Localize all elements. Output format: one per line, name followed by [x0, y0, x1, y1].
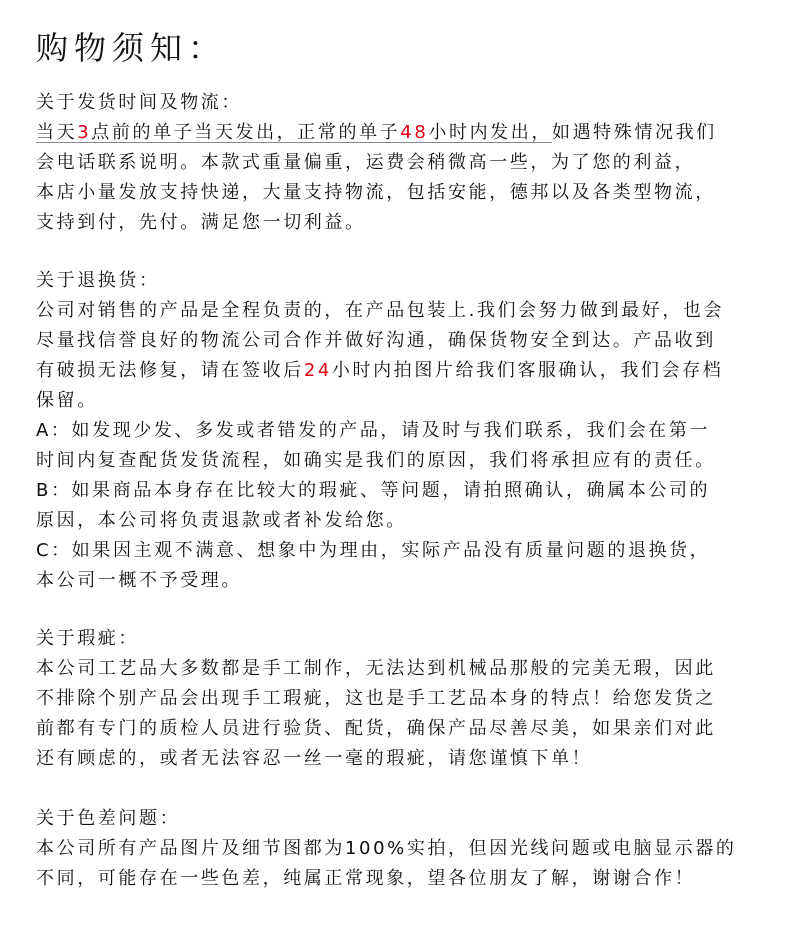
paragraph-line: 本公司工艺品大多数都是手工制作，无法达到机械品那般的完美无瑕，因此 — [36, 658, 716, 679]
paragraph-line: 前都有专门的质检人员进行验货、配货，确保产品尽善尽美，如果亲们对此 — [36, 718, 716, 739]
clause-b-cont: 原因，本公司将负责退款或者补发给您。 — [36, 510, 407, 531]
section-heading: 关于瑕疵： — [36, 628, 139, 649]
paragraph-line: 不排除个别产品会出现手工瑕疵，这也是手工艺品本身的特点！给您发货之 — [36, 688, 716, 709]
highlight-number: 24 — [303, 360, 332, 381]
section-heading: 关于色差问题： — [36, 808, 181, 829]
paragraph-line: 公司对销售的产品是全程负责的，在产品包装上.我们会努力做到最好，也会 — [36, 300, 725, 321]
highlight-number: 3 — [77, 122, 92, 143]
section-color-difference — [36, 804, 786, 894]
paragraph-line: 保留。 — [36, 390, 98, 411]
paragraph-line: 尽量找信誉良好的物流公司合作并做好沟通，确保货物安全到达。产品收到 — [36, 330, 716, 351]
clause-b: B：如果商品本身存在比较大的瑕疵、等问题，请拍照确认，确属本公司的 — [36, 480, 711, 501]
highlight-underlined — [36, 122, 552, 143]
clause-a-cont: 时间内复查配货发货流程，如确实是我们的原因，我们将承担应有的责任。 — [36, 450, 716, 471]
text: 点前的单子当天发出，正常的单子 — [91, 122, 401, 143]
text: 小时内拍图片给我们客服确认，我们会存档 — [331, 360, 724, 381]
page-title: 购物须知： — [36, 29, 227, 67]
section-returns — [36, 266, 786, 596]
paragraph-line: 支持到付，先付。满足您一切利益。 — [36, 212, 366, 233]
paragraph-line: 不同，可能存在一些色差，纯属正常现象，望各位朋友了解，谢谢合作！ — [36, 868, 696, 889]
paragraph-line: 本店小量发放支持快递，大量支持物流，包括安能，德邦以及各类型物流， — [36, 182, 716, 203]
highlight-number: 48 — [400, 122, 429, 143]
paragraph-line: 本公司所有产品图片及细节图都为100%实拍，但因光线问题或电脑显示器的 — [36, 838, 737, 859]
paragraph-line: 会电话联系说明。本款式重量偏重，运费会稍微高一些，为了您的利益， — [36, 152, 696, 173]
section-shipping — [36, 88, 786, 238]
text: 有破损无法修复，请在签收后 — [36, 360, 304, 381]
text: 如遇特殊情况我们 — [551, 122, 717, 143]
paragraph-line: 还有顾虑的，或者无法容忍一丝一毫的瑕疵，请您谨慎下单！ — [36, 748, 593, 769]
text: 当天 — [36, 122, 78, 143]
text: 小时内发出， — [428, 122, 552, 143]
section-flaws — [36, 624, 786, 774]
clause-c: C：如果因主观不满意、想象中为理由，实际产品没有质量问题的退换货， — [36, 540, 711, 561]
clause-a: A：如发现少发、多发或者错发的产品，请及时与我们联系，我们会在第一 — [36, 420, 711, 441]
section-heading: 关于发货时间及物流： — [36, 92, 242, 113]
paragraph-line — [36, 118, 786, 148]
paragraph-line — [36, 356, 786, 386]
section-heading: 关于退换货： — [36, 270, 160, 291]
clause-c-cont: 本公司一概不予受理。 — [36, 570, 242, 591]
